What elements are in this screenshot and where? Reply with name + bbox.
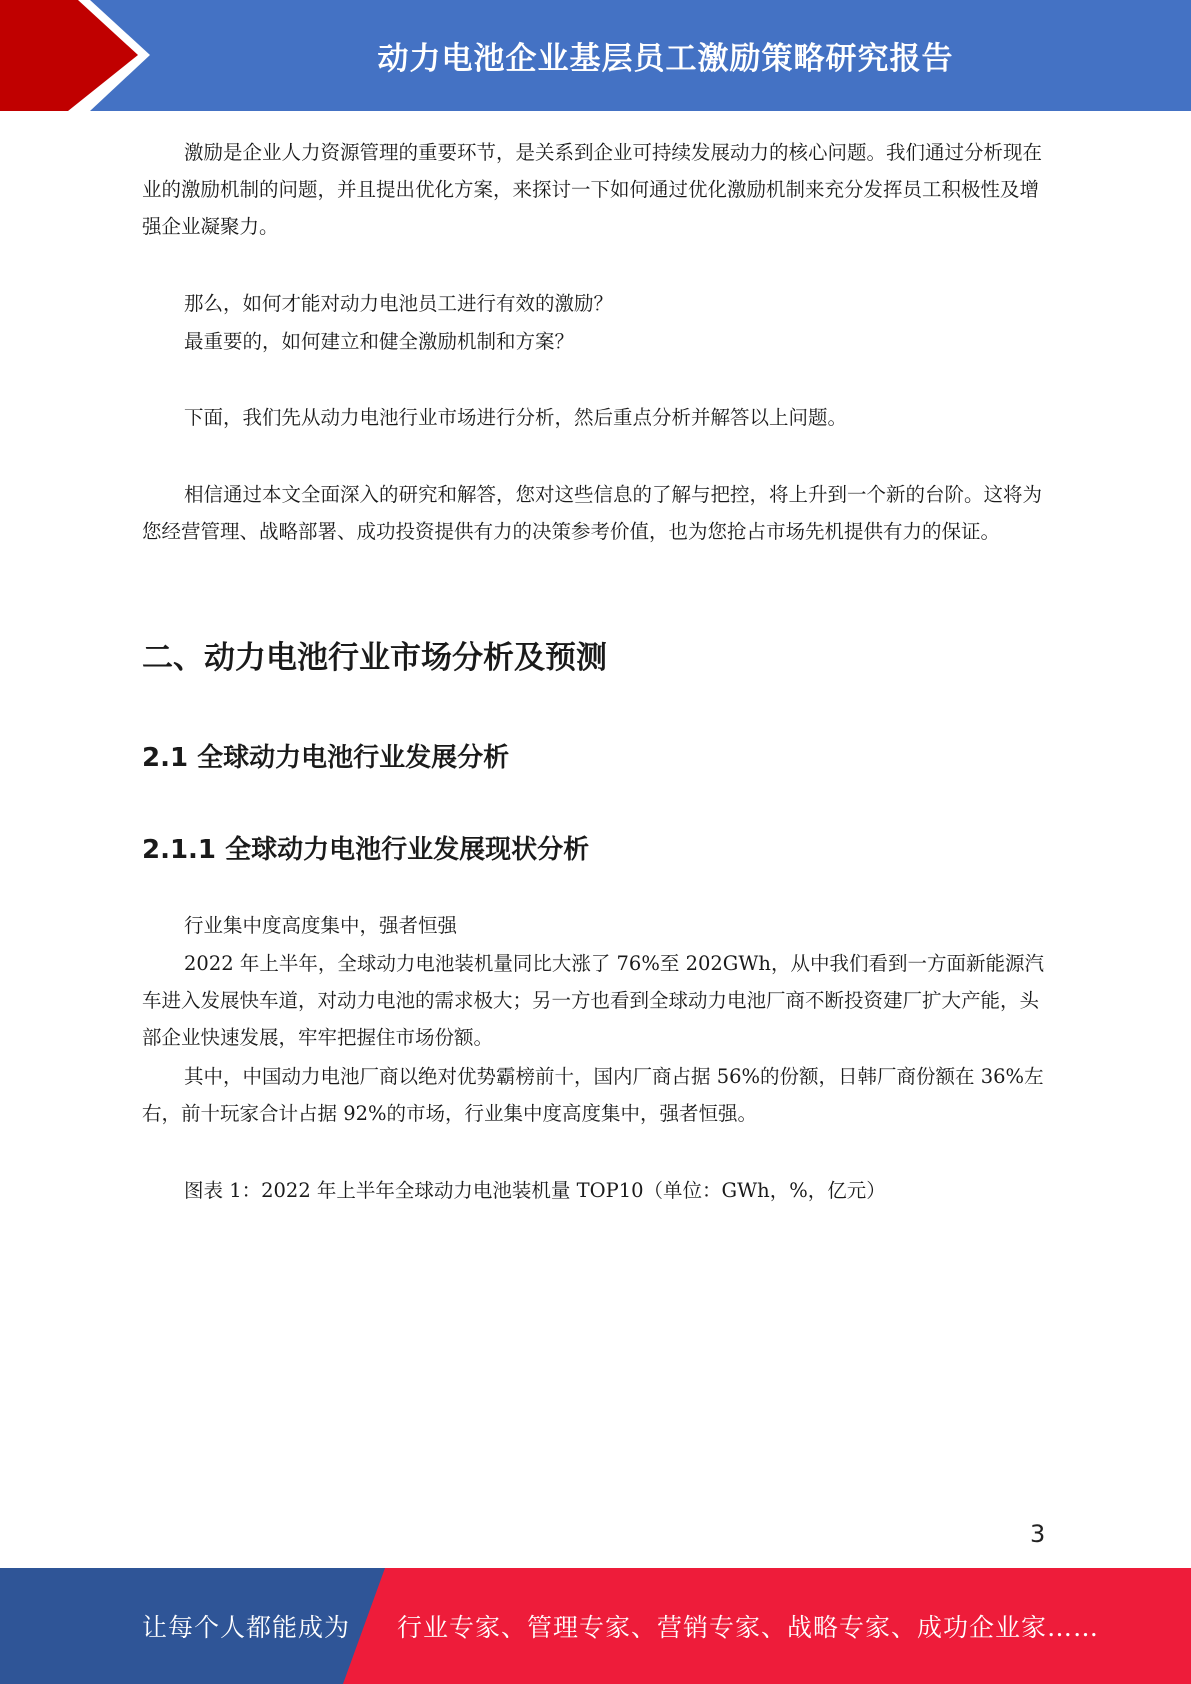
section-heading: 二、动力电池行业市场分析及预测 <box>142 640 607 676</box>
question-paragraph-2: 最重要的，如何建立和健全激励机制和方案？ <box>184 330 575 353</box>
question-paragraph-1: 那么，如何才能对动力电池员工进行有效的激励？ <box>184 292 614 315</box>
subsection-heading: 2.1 全球动力电池行业发展分析 <box>142 743 510 773</box>
footer-slogan-roles: 行业专家、管理专家、营销专家、战略专家、成功企业家…… <box>397 1613 1100 1642</box>
belief-paragraph: 相信通过本文全面深入的研究和解答，您对这些信息的了解与把控，将上升到一个新的台阶。这将为您经营管理、战略部署、成功投资提供有力的决策参考价值，也为您抢占市场先机提供有力的保证。 <box>142 483 1043 543</box>
footer-slogan-lead: 让每个人都能成为 <box>142 1613 351 1642</box>
concentration-lead: 行业集中度高度集中，强者恒强 <box>184 914 458 937</box>
china-share-paragraph: 其中，中国动力电池厂商以绝对优势霸榜前十，国内厂商占据 56%的份额，日韩厂商份额在 36%左右，前十玩家合计占据 92%的市场，行业集中度高度集中，强者恒强。 <box>142 1065 1044 1125</box>
subsubsection-heading: 2.1.1 全球动力电池行业发展现状分析 <box>142 835 590 865</box>
market-paragraph: 2022 年上半年，全球动力电池装机量同比大涨了 76%至 202GWh，从中我们看到一方面新能源汽车进入发展快车道，对动力电池的需求极大；另一方也看到全球动力电池厂商不断投资建厂扩大产能，头部企业快速发展，牢牢把握住市场份额。 <box>142 952 1044 1049</box>
header-banner <box>0 0 1191 111</box>
footer-banner <box>0 1568 1191 1684</box>
plan-paragraph: 下面，我们先从动力电池行业市场进行分析，然后重点分析并解答以上问题。 <box>184 406 848 429</box>
intro-paragraph: 激励是企业人力资源管理的重要环节，是关系到企业可持续发展动力的核心问题。我们通过分析现在业的激励机制的问题，并且提出优化方案，来探讨一下如何通过优化激励机制来充分发挥员工积极性及增强企业凝聚力。 <box>142 141 1043 238</box>
report-title: 动力电池企业基层员工激励策略研究报告 <box>377 41 954 77</box>
figure-caption: 图表 1：2022 年上半年全球动力电池装机量 TOP10（单位：GWh，%，亿元） <box>184 1179 886 1202</box>
page-number: 3 <box>1030 1520 1046 1548</box>
